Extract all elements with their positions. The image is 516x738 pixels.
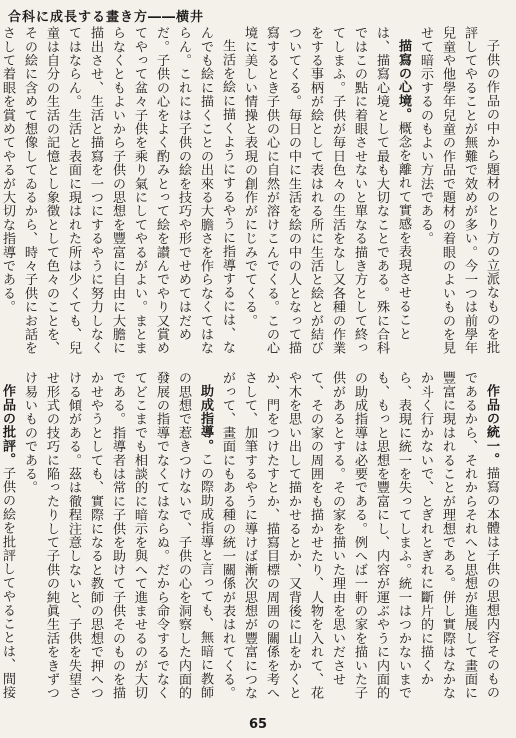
section-body-drawing-mindset: 概念を離れて實感を表現させることは、描寫心境として最も大切なことである。殊に合科ではこの點に着眼させないと單なる描き方として終ってしまふ。子供が毎日色々の生活をなし又各種の作業をする事柄が絵として表はれる所に生活と絵とが結びついてくる。毎日の中に生活を絵の中の人となって描寫するとき子供の心に自然が溶けこんでくる。この心境に美しい情操と表現の創作がにじみでてくる。 <box>242 26 411 355</box>
section-heading-unity: 作品の統一。 <box>484 384 499 467</box>
paragraph-drawing-mindset <box>238 26 414 356</box>
paragraph-topic-selection: 子供の作品の中から題材のとり方の立派なものを批評してやることが無難で效めが多い。今一つは前學年兒童や他學年兒童の作品で題材の着眼のよいものを見せて暗示するのもよい方法である。 <box>418 26 499 355</box>
section-body-critique: 子供の絵を批評してやることは、間接 <box>0 466 15 700</box>
bottom-text-block <box>0 371 502 701</box>
section-heading-drawing-mindset: 描寫の心境。 <box>396 39 411 122</box>
running-head: 合科に成長する畫き方――横井 <box>8 10 205 25</box>
section-body-guidance: この際助成指導と言っても、無暗に教師の思想で惹きつけないで、子供の心を洞察した内面的發展の指導でなくてはならぬ。だから命令するでなくてどこまでも相談的に暗示を與へて進ませるのが大切である。指導者は常に子供を助けて子供そのものを描かせやうとしても、實際になると教師の思想で押へつける傾がある。茲は徹程注意しないと、子供を失望させ形式の技巧に陥ったりして子供の純眞生活をきずつけ易いものである。 <box>22 371 213 700</box>
paragraph-critique <box>0 371 18 701</box>
page-body <box>0 26 506 716</box>
paragraph-guidance <box>18 371 216 701</box>
top-text-block <box>0 26 502 356</box>
paragraph-unity <box>216 371 502 701</box>
section-heading-critique: 作品の批評。 <box>0 384 15 467</box>
page-number: 65 <box>248 717 268 732</box>
section-heading-guidance: 助成指導。 <box>198 384 213 453</box>
paragraph-life-drawing: 生活を絵に描くようにするやうに指導するには、なんでも絵に描くことの出來る大膽さを作らなくてはならん。これには子供の絵を技巧や形でせめてはだめだ。子供の心をよく酌みとって絵を讃んでやり又賞めてやって盆々子供を乘り氣にしてやるがよい。まとまらなくともよいから子供の思想を豐富に自由に大膽に描出させ、生活と描寫を一つにするやうに努力しなくてはならん。生活と表面に現はれた所は少くても、兒童は自分の生活の記憶とし象徴として色々のことを、その絵に含めて想像してゐるから、時々子供にお話をさして着眼を賞めてやるが大切な指導である。 <box>0 26 235 355</box>
section-body-unity: 描寫の本體は子供の思想内容そのものであるから、それからそれへと思想が進展して畫面に豐富に現はれることが理想である。併し實際はなかなか斗く行かないで、とぎれとぎれに斷片的に描くから、表現に統一を失ってしまふ。統一はつかないまでも、もっと思想を豐富にし、内容が運ぶやうに内面的の助成指導は必要である。例へば一軒の家を描いた子供があるとする。その家を描いた理由を思いださせて、その家の周囲をも描かせたり、人物を入れて、花や木を思い出して描かせるとか、又背後に山をかくとか、門をつけたすとか、描寫目標の周囲の關係を考へさして、加筆するやうに導けば漸次思想が豐富につながって、畫面にもある種の統一關係が表はれてくる。 <box>220 371 499 700</box>
